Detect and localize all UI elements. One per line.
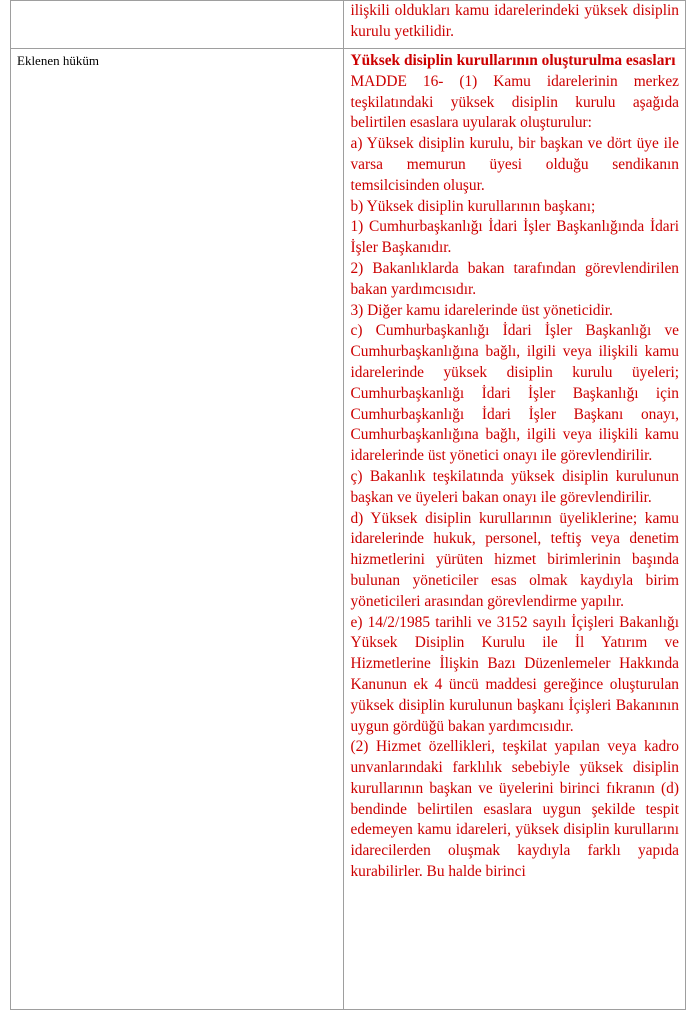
provision-text — [344, 49, 685, 883]
comparison-table — [10, 0, 686, 1010]
paragraph: (2) Hizmet özellikleri, teşkilat yapılan veya kadro unvanlarındaki farklılık sebebiyle yüksek disiplin kurullarının başkan ve üyelerini birinci fıkranın (d) bendinde belirtilen esaslara uygun şekilde tespit edemeyen kamu idareleri, yüksek disiplin kurullarını idarecilerden oluşmak kaydıyla farklı yapıda kurabilirler. Bu halde birinci — [350, 738, 679, 881]
paragraph: 3) Diğer kamu idarelerinde üst yöneticidir. — [350, 301, 613, 319]
right-cell — [344, 1, 686, 49]
row-label: Eklenen hüküm — [17, 53, 99, 68]
left-cell — [11, 1, 344, 49]
section-heading: Yüksek disiplin kurullarının oluşturulma esasları — [350, 52, 676, 69]
provision-text — [344, 1, 685, 43]
table-row — [11, 49, 686, 1010]
left-cell — [11, 49, 344, 1010]
paragraph: 1) Cumhurbaşkanlığı İdari İşler Başkanlığında İdari İşler Başkanıdır. — [350, 218, 679, 257]
row-label — [11, 1, 343, 5]
paragraph: 2) Bakanlıklarda bakan tarafından görevlendirilen bakan yardımcısıdır. — [350, 259, 679, 298]
paragraph: c) Cumhurbaşkanlığı İdari İşler Başkanlığı ve Cumhurbaşkanlığına bağlı, ilgili veya ilişkili kamu idarelerinde yüksek disiplin kurulu üyeleri; Cumhurbaşkanlığı İdari İşler Başkanlığı için Cumhurbaşkanlığı İdari İşler Başkanı onayı, Cumhurbaşkanlığına bağlı, ilgili veya ilişkili kamu idarelerinde üst yönetici onayı ile görevlendirilir. — [350, 322, 679, 465]
paragraph: d) Yüksek disiplin kurullarının üyeliklerine; kamu idarelerinde hukuk, personel, teftiş veya denetim hizmetlerini yürüten hizmet birimlerinin başında bulunan yöneticiler esas olmak kaydıyla birim yöneticileri arasından görevlendirme yapılır. — [350, 509, 679, 610]
paragraph: e) 14/2/1985 tarihli ve 3152 sayılı İçişleri Bakanlığı Yüksek Disiplin Kurulu ile İl Yatırım ve Hizmetlerine İlişkin Bazı Düzenlemeler Hakkında Kanunun ek 4 üncü maddesi gereğince oluşturulan yüksek disiplin kurulunun başkanı İçişleri Bakanının uygun gördüğü bakan yardımcısıdır. — [350, 613, 679, 735]
paragraph: b) Yüksek disiplin kurullarının başkanı; — [350, 197, 596, 215]
paragraph: MADDE 16- (1) Kamu idarelerinin merkez teşkilatındaki yüksek disiplin kurulu aşağıda belirtilen esaslara uyularak oluşturulur: — [350, 72, 679, 132]
paragraph: ilişkili oldukları kamu idarelerindeki yüksek disiplin kurulu yetkilidir. — [350, 2, 679, 40]
paragraph: ç) Bakanlık teşkilatında yüksek disiplin kurulunun başkan ve üyeleri bakan onayı ile görevlendirilir. — [350, 467, 679, 506]
right-cell — [344, 49, 686, 1010]
paragraph: a) Yüksek disiplin kurulu, bir başkan ve dört üye ile varsa memurun üyesi olduğu sendikanın temsilcisinden oluşur. — [350, 135, 679, 194]
table-row — [11, 1, 686, 49]
